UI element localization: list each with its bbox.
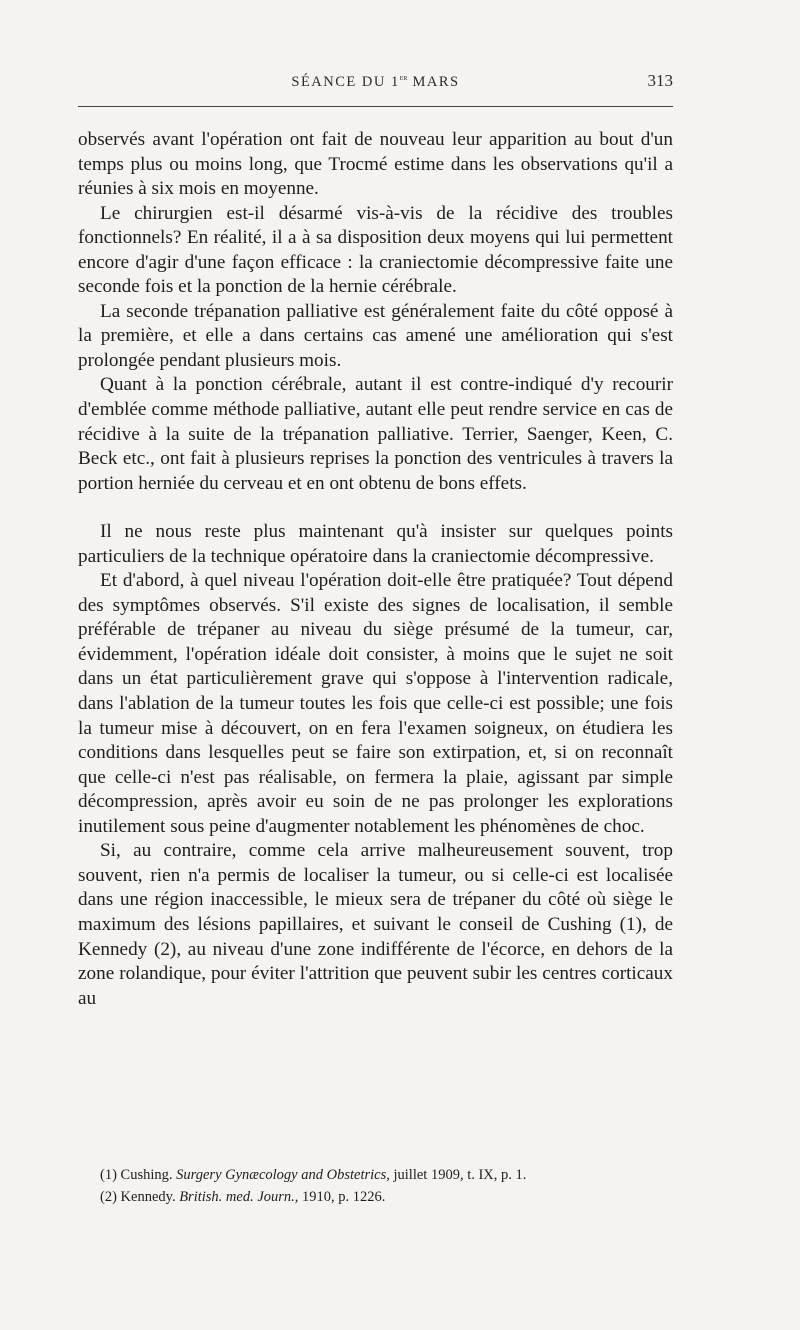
footnote-author: Kennedy.: [120, 1189, 176, 1205]
footnote-author: Cushing.: [120, 1167, 173, 1183]
paragraph: Et d'abord, à quel niveau l'opération doit-elle être pratiquée? Tout dépend des symptômes observés. S'il existe des signes de localisation, il semble préférable de trépaner au niveau du siège présumé de la tumeur, car, évidemment, l'opération idéale doit consister, à moins que le sujet ne soit dans un état particulièrement grave qui s'oppose à l'intervention radicale, dans l'ablation de la tumeur toutes les fois que celle-ci est possible; une fois la tumeur mise à découvert, on en fera l'examen soigneux, on étudiera les conditions dans lesquelles peut se faire son extirpation, et, si on reconnaît que celle-ci n'est pas réalisable, on fermera la plaie, agissant par simple décompression, après avoir eu soin de ne pas prolonger les explorations inutilement sous peine d'augmenter notablement les phénomènes de choc.: [78, 570, 673, 837]
paragraph: Si, au contraire, comme cela arrive malheureusement souvent, trop souvent, rien n'a permis de localiser la tumeur, ou si celle-ci est localisée dans une région inaccessible, le mieux sera de trépaner du côté où siège le maximum des lésions papillaires, et suivant le conseil de Cushing (1), de Kennedy (2), au niveau d'une zone indifférente de l'écorce, en dehors de la zone rolandique, pour éviter l'attrition que peuvent subir les centres corticaux au: [78, 840, 673, 1009]
footnote-journal: Surgery Gynæcology and Obstetrics,: [176, 1167, 390, 1183]
footnotes: [78, 1164, 673, 1208]
paragraph: La seconde trépanation palliative est généralement faite du côté opposé à la première, et elle a dans certains cas amené une amélioration qui s'est prolongée pendant plusieurs mois.: [78, 300, 673, 371]
footnote-2: [78, 1186, 673, 1208]
footnote-1: [78, 1164, 673, 1186]
running-title-superscript: er: [399, 72, 408, 82]
running-header: [78, 72, 673, 96]
section-gap: [78, 496, 673, 520]
footnote-journal: British. med. Journ.,: [179, 1189, 299, 1205]
running-title: [78, 72, 673, 91]
running-title-month: MARS: [407, 73, 460, 90]
footnote-citation: 1910, p. 1226.: [302, 1189, 386, 1205]
header-rule: [78, 106, 673, 107]
paragraph: Le chirurgien est-il désarmé vis-à-vis de la récidive des troubles fonctionnels? En réalité, il a à sa disposition deux moyens qui lui permettent encore d'agir d'une façon efficace : la craniectomie décompressive faite une seconde fois et la ponction de la hernie cérébrale.: [78, 202, 673, 298]
footnote-marker: (1): [100, 1167, 117, 1183]
running-title-text: SÉANCE DU 1: [291, 73, 400, 90]
footnote-marker: (2): [100, 1189, 117, 1205]
footnote-citation: juillet 1909, t. IX, p. 1.: [393, 1167, 527, 1183]
page-number: 313: [647, 71, 673, 90]
paragraph: Il ne nous reste plus maintenant qu'à insister sur quelques points particuliers de la technique opératoire dans la craniectomie décompressive.: [78, 521, 673, 567]
paragraph: Quant à la ponction cérébrale, autant il est contre-indiqué d'y recourir d'emblée comme méthode palliative, autant elle peut rendre service en cas de récidive à la suite de la trépanation palliative. Terrier, Saenger, Keen, C. Beck etc., ont fait à plusieurs reprises la ponction des ventricules à travers la portion herniée du cerveau et en ont obtenu de bons effets.: [78, 374, 673, 494]
main-text: [78, 128, 673, 1011]
paragraph: observés avant l'opération ont fait de nouveau leur apparition au bout d'un temps plus ou moins long, que Trocmé estime dans les observations qu'il a réunies à six mois en moyenne.: [78, 129, 673, 200]
